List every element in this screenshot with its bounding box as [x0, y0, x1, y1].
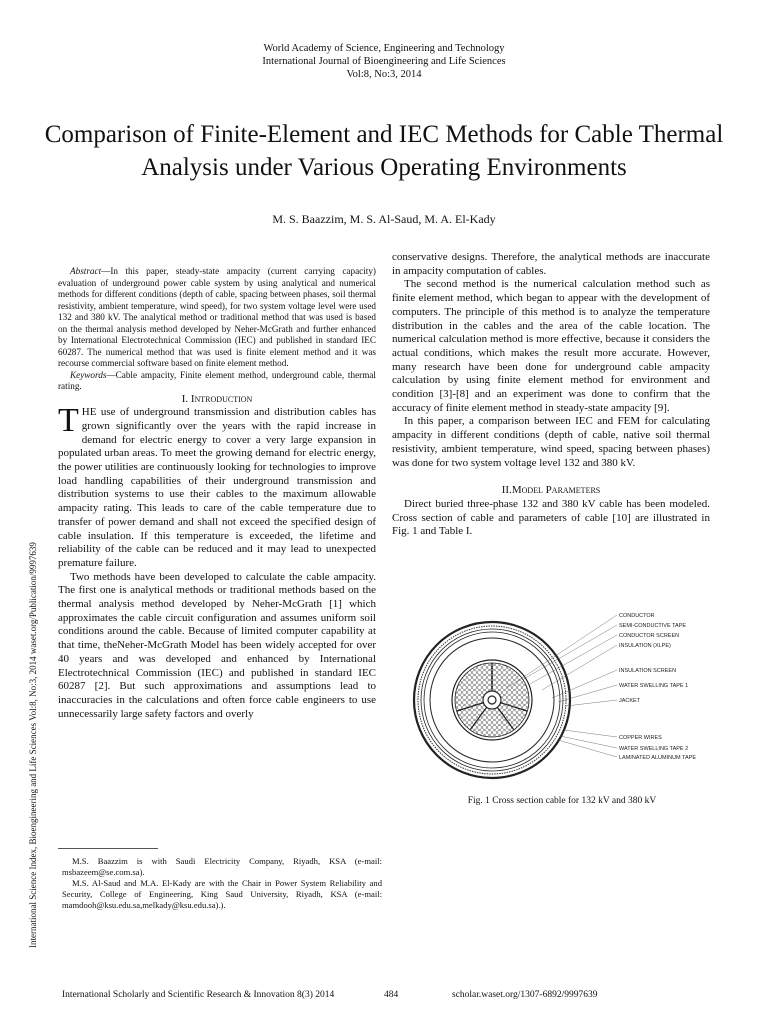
intro-paragraph-1: [58, 402, 376, 570]
intro-text-1: HE use of underground transmission and distribution cables has grown significantly over the years with the rapid increase in demand for electric energy to cover a very large expansion in populated urban areas. To meet the growing demand for electric energy, the power utilities are continuously looking for technologies to improve load handling capabilities of their underground transmission and distribution systems to use their cables to the maximum allowable ampacity rating. This leads to care of the cable temperature due to transfer of power demand and shall not exceed the specified design of cable insulation. If this temperature is exceeded, the lifetime and reliability of the cable can be reduced and it may lead to unexpected premature failure.: [58, 406, 376, 569]
footer-publisher: International Scholarly and Scientific Research & Innovation 8(3) 2014: [62, 990, 335, 1000]
model-paragraph-1: Direct buried three-phase 132 and 380 kV cable has been modeled. Cross section of cable and parameters of cable [10] are illustrated in Fig. 1 and Table I.: [392, 497, 710, 538]
journal-name: World Academy of Science, Engineering and Technology: [263, 43, 505, 54]
figure-label-1: SEMI-CONDUCTIVE TAPE: [619, 623, 687, 629]
keywords-label: Keywords: [70, 369, 107, 380]
figure-label-5: WATER SWELLING TAPE 1: [619, 683, 689, 689]
paper-authors: M. S. Baazzim, M. S. Al-Saud, M. A. El-Kady: [272, 212, 496, 226]
abstract-text: —In this paper, steady-state ampacity (current carrying capacity) evaluation of underground power cable system by using analytical and numerical methods for different conditions (depth of cable, spacing between phases, soil thermal resistivity, ambient temperature, wind speed), for two system voltage level were used 132 and 380 kV. The analytical method or traditional method that was used is based on the thermal analysis method developed by Neher-McGrath and further enhanced by International Electrotechnical Commission (IEC) and published in standard IEC 60287. The numerical method that was used is finite element method and it was recourse commercial software based on finite element method.: [58, 266, 376, 368]
keywords: [58, 370, 376, 393]
section-title: Model Parameters: [511, 484, 601, 497]
cable-cross-section-figure: [412, 610, 732, 790]
figure-label-2: CONDUCTOR SCREEN: [619, 633, 680, 639]
right-paragraph-0: conservative designs. Therefore, the analytical methods are inaccurate in ampacity computation of cables.: [392, 251, 710, 277]
right-paragraph-1: The second method is the numerical calculation method such as finite element method, which began to appear with the development of computers. The principle of this method is to analyze the temperature distribution in the cables and the area of the cable location. The numerical calculation method is more effective, because it considers the actual conditions, which makes the result more accurate. However, many research have been done for underground cable ampacity calculation by using finite element method for environment and condition [3]-[8] and an experiment was done to confirm that the accuracy of finite element method in steady-state ampacity [9].: [392, 278, 710, 414]
footer-doi-link[interactable]: scholar.waset.org/1307-6892/9997639: [452, 990, 598, 1000]
figure-label-7: COPPER WIRES: [619, 735, 662, 741]
figure-label-3: INSULATION (XLPE): [619, 643, 671, 649]
keywords-text: —Cable ampacity, Finite element method, underground cable, thermal rating.: [58, 369, 376, 391]
volume-info: Vol:8, No:3, 2014: [346, 69, 422, 80]
section-heading-introduction: [58, 393, 376, 407]
section-title: Introduction: [190, 392, 253, 405]
abstract-label: Abstract: [70, 266, 102, 276]
footnote-1: M.S. Baazzim is with Saudi Electricity Company, Riyadh, KSA (e-mail: msbazeem@se.com.sa).: [62, 856, 382, 877]
abstract: [58, 266, 376, 370]
section-number: II.: [501, 484, 512, 497]
footnote-2: M.S. Al-Saud and M.A. El-Kady are with the Chair in Power System Reliability and Security, College of Engineering, King Saud University, Riyadh, KSA (e-mail: mamdooh@ksu.edu.sa,melkady@ksu.edu.sa).).: [62, 878, 382, 910]
figure-label-9: LAMINATED ALUMINUM TAPE: [619, 755, 697, 761]
journal-subtitle: International Journal of Bioengineering and Life Sciences: [262, 56, 506, 67]
sidebar-citation: International Science Index, Bioengineering and Life Sciences Vol:8, No:3, 2014 waset.org/Publication/9997639: [28, 542, 38, 948]
section-number: I.: [181, 392, 191, 405]
left-column: [58, 266, 376, 721]
page-number: 484: [384, 990, 399, 1000]
footnote-divider: [58, 848, 158, 849]
figure-label-0: CONDUCTOR: [619, 613, 655, 619]
figure-label-6: JACKET: [619, 698, 641, 704]
right-paragraph-2: In this paper, a comparison between IEC and FEM for calculating ampacity in different conditions (depth of cable, native soil thermal resistivity, ambient temperature, wind speed, spacing between phases) was done for two system voltage level 132 and 380 kV.: [392, 415, 710, 469]
figure-caption: Fig. 1 Cross section cable for 132 kV and 380 kV: [467, 796, 657, 806]
figure-label-8: WATER SWELLING TAPE 2: [619, 746, 689, 752]
footnotes: [62, 856, 382, 911]
paper-title: Comparison of Finite-Element and IEC Methods for Cable Thermal Analysis under Various Operating Environments: [44, 121, 724, 181]
section-heading-model: [392, 484, 710, 498]
drop-cap: T: [58, 402, 79, 440]
figure-label-4: INSULATION SCREEN: [619, 668, 677, 674]
right-column: [392, 251, 710, 539]
intro-paragraph-2: Two methods have been developed to calculate the cable ampacity. The first one is analytical methods or traditional methods based on the thermal analysis method developed by Neher-McGrath [1] which approximates the cable circuit configuration and assumes uniform soil conditions around the cable. Because of limited computer capability at that time, theNeher-McGrath Model has been widely accepted for over 40 years and was developed and enhanced by International Electrotechnical Commission (IEC) and published in standard IEC 60287 [2]. But such approximations and assumptions lead to inaccuracies in the calculations and often force cable engineers to use unnecessarily large safety factors and overly: [58, 570, 376, 720]
